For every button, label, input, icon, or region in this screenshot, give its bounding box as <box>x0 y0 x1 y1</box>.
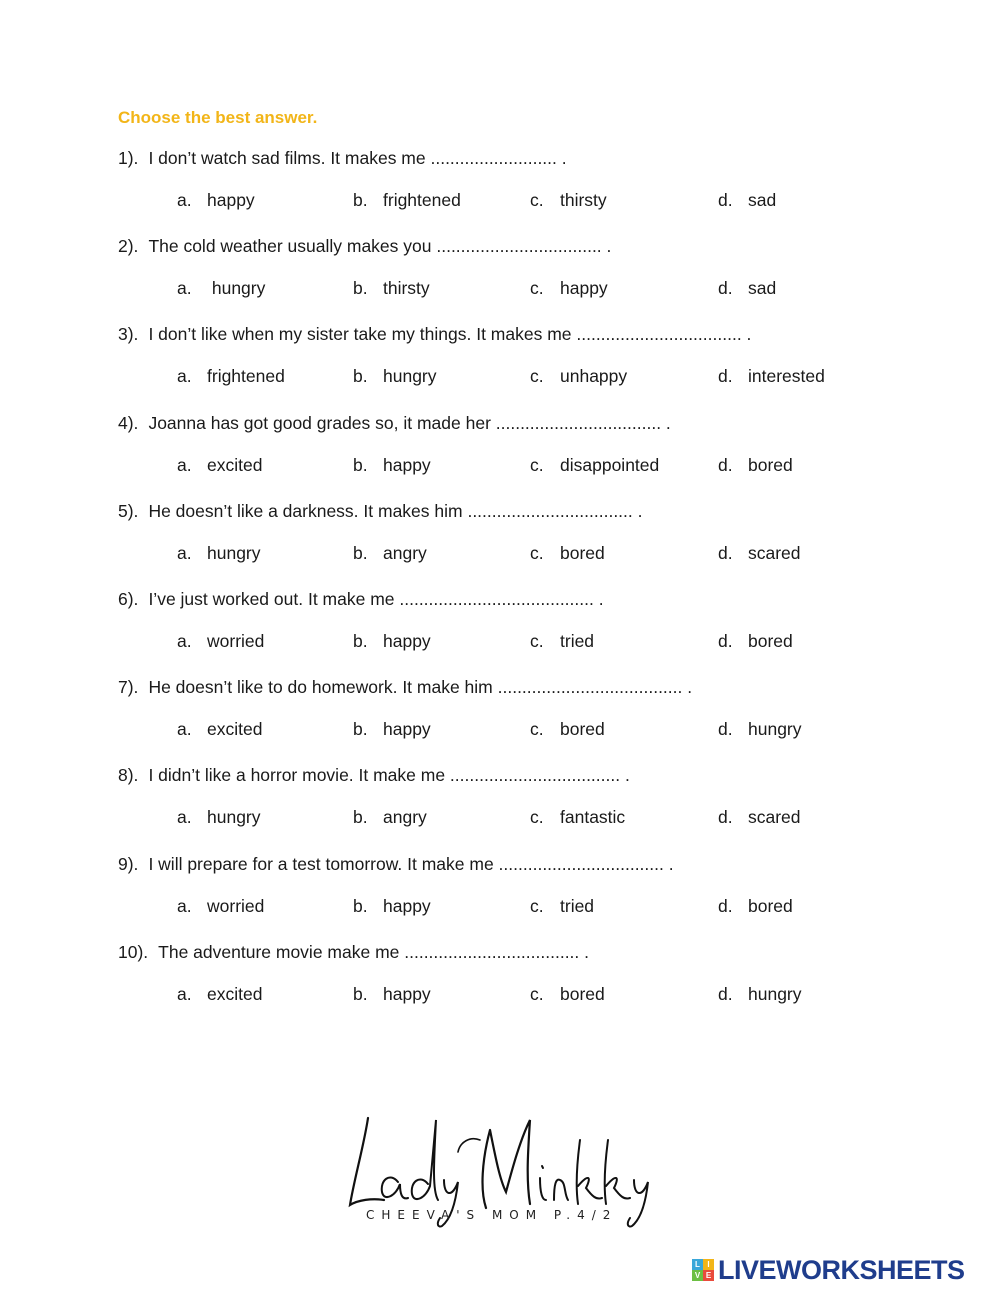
question-number: 2). <box>118 236 139 257</box>
option-letter: b. <box>353 983 368 1004</box>
option-letter: d. <box>718 719 733 740</box>
question-text: The adventure movie make me .................................... . <box>158 941 589 962</box>
answer-option[interactable] <box>530 896 594 917</box>
question-text: I don’t watch sad films. It makes me .......................... . <box>148 148 567 168</box>
option-letter: a. <box>177 719 192 740</box>
answer-option[interactable] <box>177 278 265 299</box>
option-text: hungry <box>207 278 266 299</box>
question-line <box>118 942 589 963</box>
question-number: 6). <box>118 589 139 609</box>
question-line <box>118 413 671 434</box>
answer-option[interactable] <box>718 543 801 564</box>
question-number: 8). <box>118 765 139 786</box>
option-letter: b. <box>353 895 368 916</box>
option-letter: b. <box>353 190 368 210</box>
option-text: worried <box>207 631 265 651</box>
question-item <box>118 942 898 1022</box>
option-text: interested <box>748 366 825 387</box>
answer-option[interactable] <box>353 896 431 917</box>
option-text: bored <box>748 454 793 475</box>
answer-option[interactable] <box>353 807 427 828</box>
option-letter: d. <box>718 190 733 210</box>
option-letter: d. <box>718 542 733 563</box>
question-line <box>118 854 674 875</box>
option-text: worried <box>207 895 265 916</box>
answer-option[interactable] <box>718 366 825 387</box>
option-letter: d. <box>718 454 733 475</box>
answer-option[interactable] <box>177 807 261 828</box>
option-text: excited <box>207 719 263 740</box>
option-letter: a. <box>177 278 192 299</box>
option-text: happy <box>560 278 608 299</box>
answer-option[interactable] <box>353 455 431 476</box>
answer-option[interactable] <box>353 366 437 387</box>
option-letter: c. <box>530 190 544 210</box>
option-letter: c. <box>530 807 544 828</box>
signature-subtitle: CHEEVA'S MOM P.4/2 <box>366 1208 618 1222</box>
answer-option[interactable] <box>718 631 793 652</box>
liveworksheets-logo <box>692 1254 965 1286</box>
option-text: unhappy <box>560 366 628 387</box>
option-text: happy <box>383 454 431 475</box>
answer-option[interactable] <box>718 896 793 917</box>
option-letter: a. <box>177 807 192 828</box>
question-text: Joanna has got good grades so, it made her .................................. . <box>148 412 671 433</box>
question-item <box>118 324 898 404</box>
question-item <box>118 765 898 845</box>
option-letter: b. <box>353 807 368 828</box>
option-text: fantastic <box>560 807 626 828</box>
option-text: hungry <box>207 807 261 828</box>
answer-option[interactable] <box>530 455 659 476</box>
question-number: 4). <box>118 412 139 433</box>
option-letter: b. <box>353 454 368 475</box>
option-letter: d. <box>718 983 733 1004</box>
liveworksheets-icon: L I V E <box>692 1259 714 1281</box>
answer-option[interactable] <box>530 984 605 1005</box>
option-letter: b. <box>353 542 368 563</box>
option-text: tried <box>560 631 595 651</box>
option-letter: a. <box>177 190 192 210</box>
answer-option[interactable] <box>353 543 427 564</box>
question-line <box>118 236 611 257</box>
answer-option[interactable] <box>177 366 285 387</box>
question-item <box>118 589 898 669</box>
question-line <box>118 324 751 345</box>
option-text: bored <box>560 983 605 1004</box>
answer-option[interactable] <box>353 984 431 1005</box>
question-number: 5). <box>118 500 139 521</box>
option-text: sad <box>748 190 777 210</box>
option-text: bored <box>748 895 793 916</box>
answer-option[interactable] <box>530 278 608 299</box>
option-text: frightened <box>383 190 461 210</box>
option-text: hungry <box>383 366 437 387</box>
option-text: happy <box>207 190 255 210</box>
option-text: bored <box>560 542 605 563</box>
question-number: 1). <box>118 148 139 168</box>
question-line <box>118 501 643 522</box>
answer-option[interactable] <box>177 190 255 211</box>
liveworksheets-logo-text: LIVEWORKSHEETS <box>718 1254 965 1285</box>
question-item <box>118 148 898 228</box>
option-text: excited <box>207 454 263 475</box>
option-letter: b. <box>353 719 368 740</box>
question-line <box>118 677 692 698</box>
option-text: hungry <box>207 542 261 563</box>
question-text: He doesn’t like to do homework. It make him ...................................... . <box>148 677 693 698</box>
answer-option[interactable] <box>530 366 627 387</box>
answer-option[interactable] <box>530 719 605 740</box>
option-text: scared <box>748 807 801 828</box>
option-letter: c. <box>530 278 544 299</box>
question-item <box>118 413 898 493</box>
option-text: angry <box>383 542 427 563</box>
option-text: bored <box>748 631 793 651</box>
option-letter: a. <box>177 454 192 475</box>
option-letter: c. <box>530 542 544 563</box>
option-letter: c. <box>530 366 544 387</box>
question-text: The cold weather usually makes you .................................. . <box>148 236 612 257</box>
question-number: 10). <box>118 941 149 962</box>
option-letter: c. <box>530 631 544 651</box>
option-text: hungry <box>748 719 802 740</box>
option-letter: a. <box>177 983 192 1004</box>
option-text: happy <box>383 631 431 651</box>
answer-option[interactable] <box>177 719 262 740</box>
option-text: frightened <box>207 366 285 387</box>
option-text: angry <box>383 807 427 828</box>
answer-option[interactable] <box>718 278 776 299</box>
option-letter: d. <box>718 895 733 916</box>
option-letter: d. <box>718 278 733 299</box>
option-letter: d. <box>718 631 733 651</box>
option-text: thirsty <box>383 278 430 299</box>
question-item <box>118 236 898 316</box>
option-letter: b. <box>353 278 368 299</box>
answer-option[interactable] <box>530 190 607 211</box>
question-item <box>118 501 898 581</box>
answer-option[interactable] <box>718 807 801 828</box>
question-item <box>118 677 898 757</box>
option-letter: a. <box>177 366 192 387</box>
answer-option[interactable] <box>718 190 776 211</box>
question-line <box>118 589 604 610</box>
option-text: hungry <box>748 983 802 1004</box>
answer-option[interactable] <box>353 631 431 652</box>
answer-option[interactable] <box>177 543 261 564</box>
answer-option[interactable] <box>177 631 264 652</box>
option-letter: d. <box>718 366 733 387</box>
answer-option[interactable] <box>353 719 431 740</box>
option-text: disappointed <box>560 454 660 475</box>
answer-option[interactable] <box>530 807 625 828</box>
option-text: thirsty <box>560 190 607 210</box>
option-letter: d. <box>718 807 733 828</box>
answer-option[interactable] <box>353 278 430 299</box>
question-number: 9). <box>118 853 139 874</box>
option-text: sad <box>748 278 777 299</box>
question-line <box>118 765 630 786</box>
answer-option[interactable] <box>530 543 605 564</box>
option-text: tried <box>560 895 595 916</box>
option-letter: a. <box>177 542 192 563</box>
answer-option[interactable] <box>530 631 594 652</box>
question-text: He doesn’t like a darkness. It makes him .................................. . <box>148 500 643 521</box>
question-number: 3). <box>118 324 139 345</box>
option-text: happy <box>383 895 431 916</box>
answer-option[interactable] <box>177 984 262 1005</box>
question-item <box>118 854 898 934</box>
option-letter: c. <box>530 983 544 1004</box>
question-text: I didn’t like a horror movie. It make me ................................... . <box>148 765 630 786</box>
option-letter: b. <box>353 366 368 387</box>
option-text: scared <box>748 542 801 563</box>
option-text: happy <box>383 983 431 1004</box>
option-text: bored <box>560 719 605 740</box>
answer-option[interactable] <box>177 896 264 917</box>
question-text: I don’t like when my sister take my things. It makes me .................................. . <box>148 324 752 345</box>
answer-option[interactable] <box>177 455 262 476</box>
option-text: excited <box>207 983 263 1004</box>
option-letter: c. <box>530 454 544 475</box>
option-letter: c. <box>530 719 544 740</box>
answer-option[interactable] <box>353 190 461 211</box>
option-text: happy <box>383 719 431 740</box>
question-number: 7). <box>118 677 139 698</box>
answer-option[interactable] <box>718 719 802 740</box>
answer-option[interactable] <box>718 455 793 476</box>
question-line <box>118 148 567 169</box>
option-letter: a. <box>177 895 192 916</box>
option-letter: a. <box>177 631 192 651</box>
question-text: I will prepare for a test tomorrow. It make me .................................. . <box>148 853 674 874</box>
answer-option[interactable] <box>718 984 802 1005</box>
instruction-heading: Choose the best answer. <box>118 108 318 127</box>
question-text: I’ve just worked out. It make me ........................................ . <box>148 589 604 609</box>
option-letter: b. <box>353 631 368 651</box>
option-letter: c. <box>530 895 544 916</box>
